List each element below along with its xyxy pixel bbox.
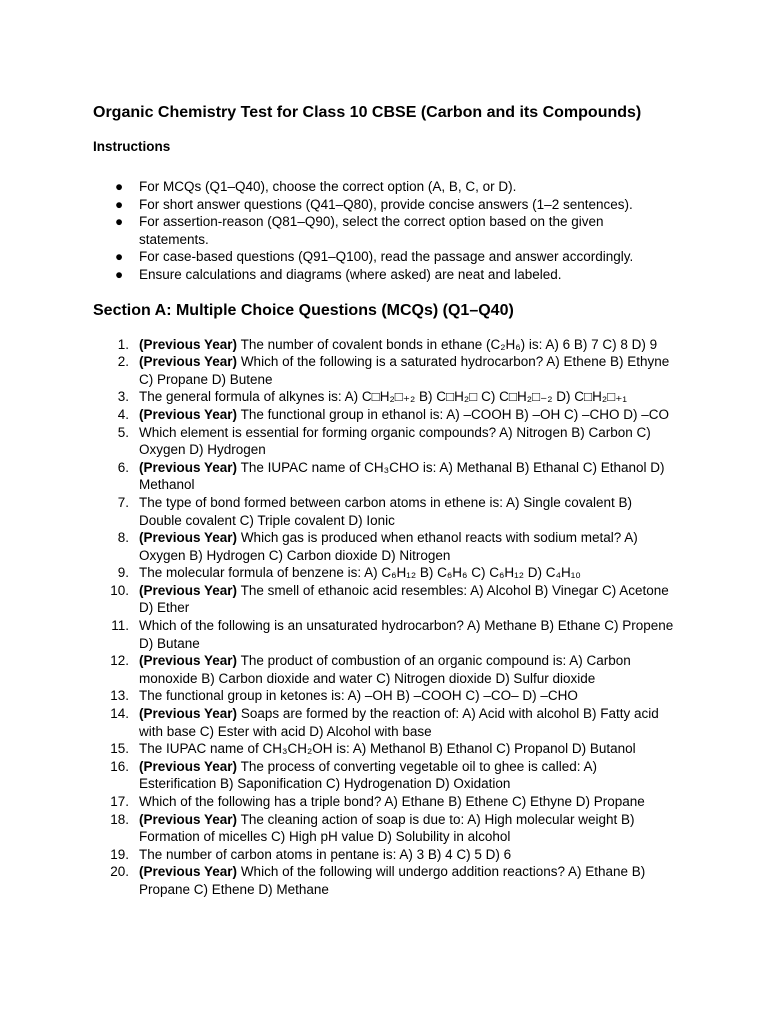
question-text: Which of the following will undergo addition reactions? A) Ethane B) Propane C) Ethene D) Methane xyxy=(139,864,646,897)
question-item xyxy=(93,846,676,864)
question-number: 1. xyxy=(117,336,129,352)
instruction-item xyxy=(93,196,676,214)
bullet-icon: ● xyxy=(115,266,124,282)
question-number: 15. xyxy=(110,741,129,757)
previous-year-tag: (Previous Year) xyxy=(139,406,238,422)
question-item xyxy=(93,758,676,793)
question-number: 18. xyxy=(110,811,129,827)
question-text: The process of converting vegetable oil to ghee is called: A) Esterification B) Saponification C) Hydrogenation D) Oxidation xyxy=(139,758,598,792)
question-text: Which element is essential for forming organic compounds? A) Nitrogen B) Carbon C) Oxygen D) Hydrogen xyxy=(139,424,651,458)
previous-year-tag: (Previous Year) xyxy=(139,459,238,475)
question-text: The product of combustion of an organic compound is: A) Carbon monoxide B) Carbon dioxide and water C) Nitrogen dioxide D) Sulfur dioxide xyxy=(139,653,631,686)
question-number: 19. xyxy=(110,846,129,862)
instruction-item xyxy=(93,266,676,284)
question-item xyxy=(93,424,676,459)
question-item xyxy=(93,336,676,354)
question-text: The type of bond formed between carbon atoms in ethene is: A) Single covalent B) Double covalent C) Triple covalent D) Ionic xyxy=(139,494,633,528)
instruction-text: Ensure calculations and diagrams (where asked) are neat and labeled. xyxy=(139,266,562,282)
question-text: Which gas is produced when ethanol reacts with sodium metal? A) Oxygen B) Hydrogen C) Carbon dioxide D) Nitrogen xyxy=(139,530,638,563)
question-text: Which of the following is an unsaturated hydrocarbon? A) Methane B) Ethane C) Propene D) Butane xyxy=(139,618,674,651)
section-a-heading: Section A: Multiple Choice Questions (MCQs) (Q1–Q40) xyxy=(93,301,514,319)
question-item xyxy=(93,811,676,846)
instruction-text: For case-based questions (Q91–Q100), read the passage and answer accordingly. xyxy=(139,249,634,265)
question-text: The cleaning action of soap is due to: A) High molecular weight B) Formation of micelles C) High pH value D) Solubility in alcohol xyxy=(139,811,635,845)
question-text: The number of carbon atoms in pentane is: A) 3 B) 4 C) 5 D) 6 xyxy=(139,846,512,862)
question-number: 10. xyxy=(110,582,129,598)
question-number: 13. xyxy=(110,688,129,704)
question-text: The IUPAC name of CH₃CH₂OH is: A) Methanol B) Ethanol C) Propanol D) Butanol xyxy=(139,741,636,757)
question-text: The IUPAC name of CH₃CHO is: A) Methanal B) Ethanal C) Ethanol D) Methanol xyxy=(139,459,665,493)
question-number: 3. xyxy=(117,389,129,405)
question-text: The molecular formula of benzene is: A) C₆H₁₂ B) C₆H₆ C) C₆H₁₂ D) C₄H₁₀ xyxy=(139,565,581,581)
question-number: 14. xyxy=(110,706,129,722)
question-list xyxy=(93,336,676,899)
question-item xyxy=(93,353,676,388)
question-item xyxy=(93,863,676,898)
question-number: 6. xyxy=(117,459,129,475)
question-text: The functional group in ethanol is: A) –COOH B) –OH C) –CHO D) –CO xyxy=(237,406,669,422)
instructions-list xyxy=(93,178,676,284)
instruction-text: For MCQs (Q1–Q40), choose the correct option (A, B, C, or D). xyxy=(139,179,517,194)
previous-year-tag: (Previous Year) xyxy=(139,758,238,774)
previous-year-tag: (Previous Year) xyxy=(139,706,238,722)
question-number: 16. xyxy=(110,758,129,774)
question-item xyxy=(93,564,676,582)
question-item xyxy=(93,388,676,406)
instruction-text: For assertion-reason (Q81–Q90), select the correct option based on the given statements. xyxy=(139,214,604,247)
previous-year-tag: (Previous Year) xyxy=(139,530,238,546)
question-text: The number of covalent bonds in ethane (C₂H₆) is: A) 6 B) 7 C) 8 D) 9 xyxy=(237,336,658,352)
question-item xyxy=(93,459,676,494)
previous-year-tag: (Previous Year) xyxy=(139,653,238,669)
previous-year-tag: (Previous Year) xyxy=(139,864,238,880)
instructions-heading: Instructions xyxy=(93,139,171,154)
previous-year-tag: (Previous Year) xyxy=(139,582,238,598)
question-item xyxy=(93,705,676,740)
bullet-icon: ● xyxy=(115,179,124,194)
bullet-icon: ● xyxy=(115,249,124,265)
question-number: 4. xyxy=(117,406,129,422)
question-item xyxy=(93,529,676,564)
question-item xyxy=(93,406,676,424)
question-number: 20. xyxy=(110,864,129,880)
question-text: The smell of ethanoic acid resembles: A) Alcohol B) Vinegar C) Acetone D) Ether xyxy=(139,582,669,616)
instruction-item xyxy=(93,178,676,196)
previous-year-tag: (Previous Year) xyxy=(139,336,238,352)
question-item xyxy=(93,582,676,617)
instruction-item xyxy=(93,213,676,248)
question-number: 11. xyxy=(111,618,129,634)
bullet-icon: ● xyxy=(115,196,124,212)
question-item xyxy=(93,617,676,652)
question-number: 7. xyxy=(117,494,129,510)
previous-year-tag: (Previous Year) xyxy=(139,354,238,370)
question-number: 8. xyxy=(117,530,129,546)
question-number: 12. xyxy=(110,653,129,669)
previous-year-tag: (Previous Year) xyxy=(139,811,238,827)
question-number: 2. xyxy=(117,354,129,370)
question-text: Which of the following has a triple bond? A) Ethane B) Ethene C) Ethyne D) Propane xyxy=(139,794,645,809)
question-item xyxy=(93,740,676,758)
question-item xyxy=(93,793,676,811)
question-text: Which of the following is a saturated hydrocarbon? A) Ethene B) Ethyne C) Propane D) Butene xyxy=(139,354,670,387)
question-number: 5. xyxy=(117,424,129,440)
question-item xyxy=(93,652,676,687)
instruction-item xyxy=(93,248,676,266)
bullet-icon: ● xyxy=(115,214,124,230)
question-item xyxy=(93,494,676,529)
instruction-text: For short answer questions (Q41–Q80), provide concise answers (1–2 sentences). xyxy=(139,196,633,212)
question-number: 9. xyxy=(117,565,129,581)
page-title: Organic Chemistry Test for Class 10 CBSE (Carbon and its Compounds) xyxy=(93,104,642,121)
question-text: The general formula of alkynes is: A) C□H₂□₊₂ B) C□H₂□ C) C□H₂□₋₂ D) C□H₂□₊₁ xyxy=(139,389,627,405)
question-text: Soaps are formed by the reaction of: A) Acid with alcohol B) Fatty acid with base C) Ester with acid D) Alcohol with base xyxy=(139,706,659,739)
question-text: The functional group in ketones is: A) –OH B) –COOH C) –CO– D) –CHO xyxy=(139,688,578,704)
question-item xyxy=(93,687,676,705)
question-number: 17. xyxy=(110,794,129,809)
